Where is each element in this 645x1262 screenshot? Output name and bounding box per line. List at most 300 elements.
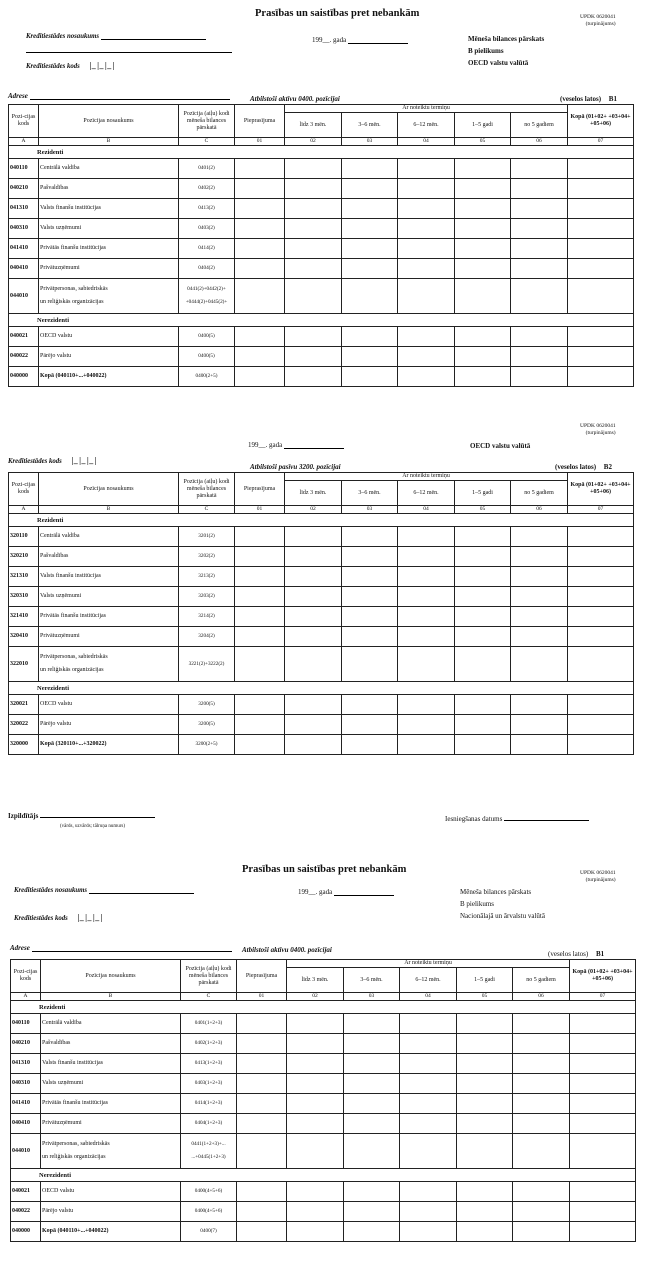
value-cell[interactable] <box>237 1074 287 1094</box>
value-cell[interactable] <box>455 367 511 387</box>
value-cell[interactable] <box>342 735 398 755</box>
value-cell[interactable] <box>513 1182 570 1202</box>
value-cell[interactable] <box>513 1222 570 1242</box>
value-cell[interactable] <box>457 1034 513 1054</box>
creditor-name-text: Kredītiestādes nosaukums <box>26 33 100 40</box>
value-cell[interactable] <box>398 347 455 367</box>
value-cell[interactable] <box>570 1182 636 1202</box>
row-name-line: Centrālā valdība <box>42 1020 82 1026</box>
value-cell[interactable] <box>342 327 398 347</box>
value-cell[interactable] <box>511 647 568 682</box>
row-code: 041310 <box>9 199 39 219</box>
value-cell[interactable] <box>237 1134 287 1169</box>
value-cell[interactable] <box>457 1074 513 1094</box>
value-cell[interactable] <box>568 179 634 199</box>
value-cell[interactable] <box>513 1134 570 1169</box>
value-cell[interactable] <box>235 607 285 627</box>
col-index: 03 <box>342 506 398 514</box>
value-cell[interactable] <box>568 239 634 259</box>
value-cell[interactable] <box>455 347 511 367</box>
group-nonresidents: Nerezidenti <box>9 314 634 327</box>
row-pos-code <box>179 627 235 647</box>
table-row <box>11 1074 636 1094</box>
value-cell[interactable] <box>287 1014 344 1034</box>
value-cell[interactable] <box>455 527 511 547</box>
value-cell[interactable] <box>285 627 342 647</box>
value-cell[interactable] <box>570 1054 636 1074</box>
value-cell[interactable] <box>342 527 398 547</box>
value-cell[interactable] <box>511 347 568 367</box>
value-cell[interactable] <box>235 219 285 239</box>
value-cell[interactable] <box>455 199 511 219</box>
value-cell[interactable] <box>455 179 511 199</box>
value-cell[interactable] <box>568 199 634 219</box>
value-cell[interactable] <box>287 1094 344 1114</box>
value-cell[interactable] <box>511 715 568 735</box>
value-cell[interactable] <box>455 239 511 259</box>
creditor-name-field[interactable] <box>101 39 206 40</box>
value-cell[interactable] <box>398 367 455 387</box>
value-cell[interactable] <box>287 1054 344 1074</box>
value-cell[interactable] <box>455 607 511 627</box>
value-cell[interactable] <box>235 527 285 547</box>
value-cell[interactable] <box>511 239 568 259</box>
value-cell[interactable] <box>568 647 634 682</box>
col-header-demand: Pieprasījuma <box>235 105 285 138</box>
value-cell[interactable] <box>285 259 342 279</box>
value-cell[interactable] <box>511 627 568 647</box>
value-cell[interactable] <box>287 1114 344 1134</box>
value-cell[interactable] <box>342 695 398 715</box>
value-cell[interactable] <box>511 607 568 627</box>
value-cell[interactable] <box>344 1134 400 1169</box>
col-index: A <box>9 506 39 514</box>
row-pos-line: 0414(2) <box>198 245 215 251</box>
value-cell[interactable] <box>511 735 568 755</box>
value-cell[interactable] <box>398 627 455 647</box>
row-pos-code <box>179 567 235 587</box>
year-line[interactable] <box>284 448 344 449</box>
value-cell[interactable] <box>235 547 285 567</box>
col-index: 03 <box>342 138 398 146</box>
value-cell[interactable] <box>568 279 634 314</box>
value-cell[interactable] <box>400 1014 457 1034</box>
value-cell[interactable] <box>398 715 455 735</box>
row-name <box>39 607 179 627</box>
value-cell[interactable] <box>287 1034 344 1054</box>
row-name <box>39 259 179 279</box>
value-cell[interactable] <box>457 1014 513 1034</box>
value-cell[interactable] <box>344 1182 400 1202</box>
value-cell[interactable] <box>511 367 568 387</box>
value-cell[interactable] <box>570 1202 636 1222</box>
value-cell[interactable] <box>398 607 455 627</box>
value-cell[interactable] <box>513 1014 570 1034</box>
row-code: 320110 <box>9 527 39 547</box>
value-cell[interactable] <box>342 367 398 387</box>
row-pos-line: 3200(5) <box>198 701 215 707</box>
value-cell[interactable] <box>237 1094 287 1114</box>
value-cell[interactable] <box>570 1114 636 1134</box>
row-code: 040110 <box>11 1014 41 1034</box>
value-cell[interactable] <box>568 695 634 715</box>
units-label <box>560 95 617 103</box>
value-cell[interactable] <box>511 327 568 347</box>
value-cell[interactable] <box>285 735 342 755</box>
row-name <box>39 219 179 239</box>
value-cell[interactable] <box>511 567 568 587</box>
value-cell[interactable] <box>344 1114 400 1134</box>
value-cell[interactable] <box>511 527 568 547</box>
value-cell[interactable] <box>568 547 634 567</box>
col-header-t3: 6–12 mēn. <box>400 968 457 993</box>
value-cell[interactable] <box>285 527 342 547</box>
value-cell[interactable] <box>235 567 285 587</box>
value-cell[interactable] <box>568 567 634 587</box>
value-cell[interactable] <box>398 159 455 179</box>
value-cell[interactable] <box>287 1202 344 1222</box>
row-name <box>41 1034 181 1054</box>
value-cell[interactable] <box>235 199 285 219</box>
col-index: C <box>179 138 235 146</box>
value-cell[interactable] <box>568 715 634 735</box>
value-cell[interactable] <box>342 279 398 314</box>
value-cell[interactable] <box>285 715 342 735</box>
value-cell[interactable] <box>285 179 342 199</box>
row-code: 040022 <box>9 347 39 367</box>
value-cell[interactable] <box>237 1054 287 1074</box>
value-cell[interactable] <box>513 1094 570 1114</box>
value-cell[interactable] <box>342 567 398 587</box>
value-cell[interactable] <box>285 587 342 607</box>
row-pos-line: 0414(1+2+3) <box>194 1100 223 1106</box>
value-cell[interactable] <box>285 199 342 219</box>
value-cell[interactable] <box>235 627 285 647</box>
creditor-name-line2[interactable] <box>26 52 232 53</box>
value-cell[interactable] <box>457 1114 513 1134</box>
value-cell[interactable] <box>398 179 455 199</box>
value-cell[interactable] <box>235 587 285 607</box>
row-name-line: Centrālā valdība <box>40 165 80 171</box>
submit-date-field[interactable] <box>504 820 589 821</box>
value-cell[interactable] <box>457 1094 513 1114</box>
value-cell[interactable] <box>342 547 398 567</box>
value-cell[interactable] <box>398 695 455 715</box>
table-row <box>9 627 634 647</box>
value-cell[interactable] <box>285 159 342 179</box>
address-label <box>8 92 230 100</box>
value-cell[interactable] <box>235 159 285 179</box>
value-cell[interactable] <box>511 259 568 279</box>
value-cell[interactable] <box>398 199 455 219</box>
row-name <box>41 1054 181 1074</box>
col-header-pos-code: Pozi-cijas kods <box>9 105 39 138</box>
value-cell[interactable] <box>455 627 511 647</box>
row-pos-line: 3200(2+5) <box>195 741 218 747</box>
value-cell[interactable] <box>344 1014 400 1034</box>
value-cell[interactable] <box>398 259 455 279</box>
year-field[interactable] <box>298 888 394 896</box>
executor-note: (vārds, uzvārds; tālruņa numurs) <box>60 824 125 829</box>
value-cell[interactable] <box>400 1074 457 1094</box>
value-cell[interactable] <box>398 547 455 567</box>
value-cell[interactable] <box>400 1094 457 1114</box>
row-pos-line: 0400(4+5+6) <box>194 1188 223 1194</box>
value-cell[interactable] <box>511 179 568 199</box>
col-index: A <box>9 138 39 146</box>
value-cell[interactable] <box>511 199 568 219</box>
value-cell[interactable] <box>342 607 398 627</box>
value-cell[interactable] <box>344 1222 400 1242</box>
value-cell[interactable] <box>568 259 634 279</box>
value-cell[interactable] <box>285 367 342 387</box>
value-cell[interactable] <box>513 1114 570 1134</box>
value-cell[interactable] <box>511 219 568 239</box>
address-field[interactable] <box>30 99 230 100</box>
value-cell[interactable] <box>455 159 511 179</box>
value-cell[interactable] <box>568 347 634 367</box>
value-cell[interactable] <box>568 219 634 239</box>
value-cell[interactable] <box>287 1074 344 1094</box>
row-name-line: OECD valstu <box>40 333 73 339</box>
value-cell[interactable] <box>457 1054 513 1074</box>
table-row <box>11 1182 636 1202</box>
value-cell[interactable] <box>511 279 568 314</box>
value-cell[interactable] <box>568 587 634 607</box>
row-pos-line: 0441(1+2+3)+... <box>191 1141 226 1147</box>
value-cell[interactable] <box>235 367 285 387</box>
address-field[interactable] <box>32 951 232 952</box>
value-cell[interactable] <box>287 1222 344 1242</box>
value-cell[interactable] <box>398 239 455 259</box>
col-index: 01 <box>235 138 285 146</box>
row-name <box>41 1014 181 1034</box>
value-cell[interactable] <box>513 1074 570 1094</box>
creditor-code-boxes[interactable]: |_|_|_| <box>77 913 104 922</box>
value-cell[interactable] <box>511 695 568 715</box>
value-cell[interactable] <box>342 587 398 607</box>
col-header-total: Kopā (01+02+ +03+04+ +05+06) <box>568 105 634 138</box>
value-cell[interactable] <box>398 735 455 755</box>
col-header-t1: līdz 3 mēn. <box>285 113 342 138</box>
col-index: 04 <box>400 993 457 1001</box>
value-cell[interactable] <box>455 587 511 607</box>
creditor-code-boxes[interactable]: |_|_|_| <box>89 61 116 70</box>
value-cell[interactable] <box>285 279 342 314</box>
value-cell[interactable] <box>457 1134 513 1169</box>
value-cell[interactable] <box>285 547 342 567</box>
value-cell[interactable] <box>237 1182 287 1202</box>
row-pos-code <box>179 179 235 199</box>
value-cell[interactable] <box>344 1034 400 1054</box>
value-cell[interactable] <box>342 347 398 367</box>
value-cell[interactable] <box>568 367 634 387</box>
value-cell[interactable] <box>570 1014 636 1034</box>
value-cell[interactable] <box>457 1182 513 1202</box>
value-cell[interactable] <box>287 1134 344 1169</box>
group-residents: Rezidenti <box>9 146 634 159</box>
row-name-line: Pašvaldības <box>42 1040 71 1046</box>
creditor-code-boxes[interactable]: |_|_|_| <box>71 456 98 465</box>
value-cell[interactable] <box>513 1054 570 1074</box>
value-cell[interactable] <box>455 695 511 715</box>
value-cell[interactable] <box>344 1054 400 1074</box>
value-cell[interactable] <box>513 1034 570 1054</box>
year-line[interactable] <box>348 43 408 44</box>
value-cell[interactable] <box>455 547 511 567</box>
col-header-term-group: Ar noteiktu termiņu <box>287 960 570 968</box>
value-cell[interactable] <box>235 715 285 735</box>
value-cell[interactable] <box>398 567 455 587</box>
value-cell[interactable] <box>511 587 568 607</box>
row-code: 321310 <box>9 567 39 587</box>
table-row <box>9 239 634 259</box>
value-cell[interactable] <box>455 735 511 755</box>
value-cell[interactable] <box>570 1074 636 1094</box>
table-row <box>9 327 634 347</box>
year-field[interactable] <box>248 441 344 449</box>
value-cell[interactable] <box>455 259 511 279</box>
value-cell[interactable] <box>570 1094 636 1114</box>
row-pos-code <box>179 219 235 239</box>
value-cell[interactable] <box>568 159 634 179</box>
value-cell[interactable] <box>568 607 634 627</box>
value-cell[interactable] <box>285 607 342 627</box>
value-cell[interactable] <box>237 1202 287 1222</box>
value-cell[interactable] <box>235 647 285 682</box>
row-code: 320021 <box>9 695 39 715</box>
value-cell[interactable] <box>568 327 634 347</box>
value-cell[interactable] <box>342 199 398 219</box>
value-cell[interactable] <box>568 527 634 547</box>
value-cell[interactable] <box>342 179 398 199</box>
value-cell[interactable] <box>342 239 398 259</box>
data-table <box>10 959 636 1242</box>
value-cell[interactable] <box>568 735 634 755</box>
row-pos-line: 0404(1+2+3) <box>194 1120 223 1126</box>
value-cell[interactable] <box>398 279 455 314</box>
value-cell[interactable] <box>235 279 285 314</box>
value-cell[interactable] <box>455 219 511 239</box>
value-cell[interactable] <box>455 647 511 682</box>
row-name-line: Kopā (040110+...+040022) <box>42 1228 109 1234</box>
value-cell[interactable] <box>235 735 285 755</box>
units-label <box>555 463 612 471</box>
value-cell[interactable] <box>398 647 455 682</box>
form-code <box>580 423 616 437</box>
value-cell[interactable] <box>455 327 511 347</box>
address-text: Adrese <box>8 92 28 100</box>
value-cell[interactable] <box>400 1134 457 1169</box>
value-cell[interactable] <box>455 567 511 587</box>
value-cell[interactable] <box>342 715 398 735</box>
year-field[interactable] <box>312 36 408 44</box>
row-code: 041410 <box>11 1094 41 1114</box>
value-cell[interactable] <box>237 1114 287 1134</box>
executor-field[interactable] <box>40 817 155 818</box>
value-cell[interactable] <box>568 627 634 647</box>
value-cell[interactable] <box>457 1222 513 1242</box>
row-name-line2: un reliģiskās organizācijas <box>40 667 104 673</box>
value-cell[interactable] <box>235 695 285 715</box>
row-name <box>41 1182 181 1202</box>
value-cell[interactable] <box>237 1014 287 1034</box>
value-cell[interactable] <box>455 715 511 735</box>
value-cell[interactable] <box>285 647 342 682</box>
value-cell[interactable] <box>511 547 568 567</box>
value-cell[interactable] <box>237 1034 287 1054</box>
value-cell[interactable] <box>342 159 398 179</box>
value-cell[interactable] <box>400 1222 457 1242</box>
value-cell[interactable] <box>235 347 285 367</box>
value-cell[interactable] <box>235 239 285 259</box>
value-cell[interactable] <box>285 219 342 239</box>
value-cell[interactable] <box>344 1094 400 1114</box>
value-cell[interactable] <box>570 1134 636 1169</box>
row-pos-line: 0404(2) <box>198 265 215 271</box>
value-cell[interactable] <box>285 347 342 367</box>
value-cell[interactable] <box>570 1222 636 1242</box>
table-row <box>9 527 634 547</box>
value-cell[interactable] <box>342 219 398 239</box>
value-cell[interactable] <box>342 259 398 279</box>
value-cell[interactable] <box>344 1202 400 1222</box>
value-cell[interactable] <box>398 587 455 607</box>
value-cell[interactable] <box>237 1222 287 1242</box>
col-header-t2: 3–6 mēn. <box>342 481 398 506</box>
units-text: (veselos latos) <box>555 463 597 471</box>
value-cell[interactable] <box>398 327 455 347</box>
row-pos-code <box>181 1202 237 1222</box>
value-cell[interactable] <box>511 159 568 179</box>
col-index: 06 <box>511 138 568 146</box>
value-cell[interactable] <box>400 1182 457 1202</box>
value-cell[interactable] <box>400 1114 457 1134</box>
row-code: 320022 <box>9 715 39 735</box>
value-cell[interactable] <box>235 259 285 279</box>
row-pos-code <box>179 587 235 607</box>
value-cell[interactable] <box>398 527 455 547</box>
value-cell[interactable] <box>287 1182 344 1202</box>
value-cell[interactable] <box>400 1054 457 1074</box>
value-cell[interactable] <box>235 179 285 199</box>
value-cell[interactable] <box>285 695 342 715</box>
value-cell[interactable] <box>400 1202 457 1222</box>
value-cell[interactable] <box>400 1034 457 1054</box>
value-cell[interactable] <box>513 1202 570 1222</box>
row-name <box>39 735 179 755</box>
value-cell[interactable] <box>235 327 285 347</box>
value-cell[interactable] <box>570 1034 636 1054</box>
section-3 <box>0 858 645 1258</box>
value-cell[interactable] <box>285 239 342 259</box>
col-index: B <box>41 993 181 1001</box>
creditor-name-field[interactable] <box>89 893 194 894</box>
col-header-pos-accounts: Pozīcija (aiļu) kodi mēneša bilances pārskatā <box>179 105 235 138</box>
table-row <box>9 647 634 682</box>
value-cell[interactable] <box>342 647 398 682</box>
group-nonresidents: Nerezidenti <box>11 1169 636 1182</box>
value-cell[interactable] <box>285 327 342 347</box>
year-line[interactable] <box>334 895 394 896</box>
value-cell[interactable] <box>455 279 511 314</box>
sheet-label: B2 <box>603 463 612 471</box>
value-cell[interactable] <box>342 627 398 647</box>
value-cell[interactable] <box>398 219 455 239</box>
value-cell[interactable] <box>344 1074 400 1094</box>
value-cell[interactable] <box>457 1202 513 1222</box>
value-cell[interactable] <box>285 567 342 587</box>
